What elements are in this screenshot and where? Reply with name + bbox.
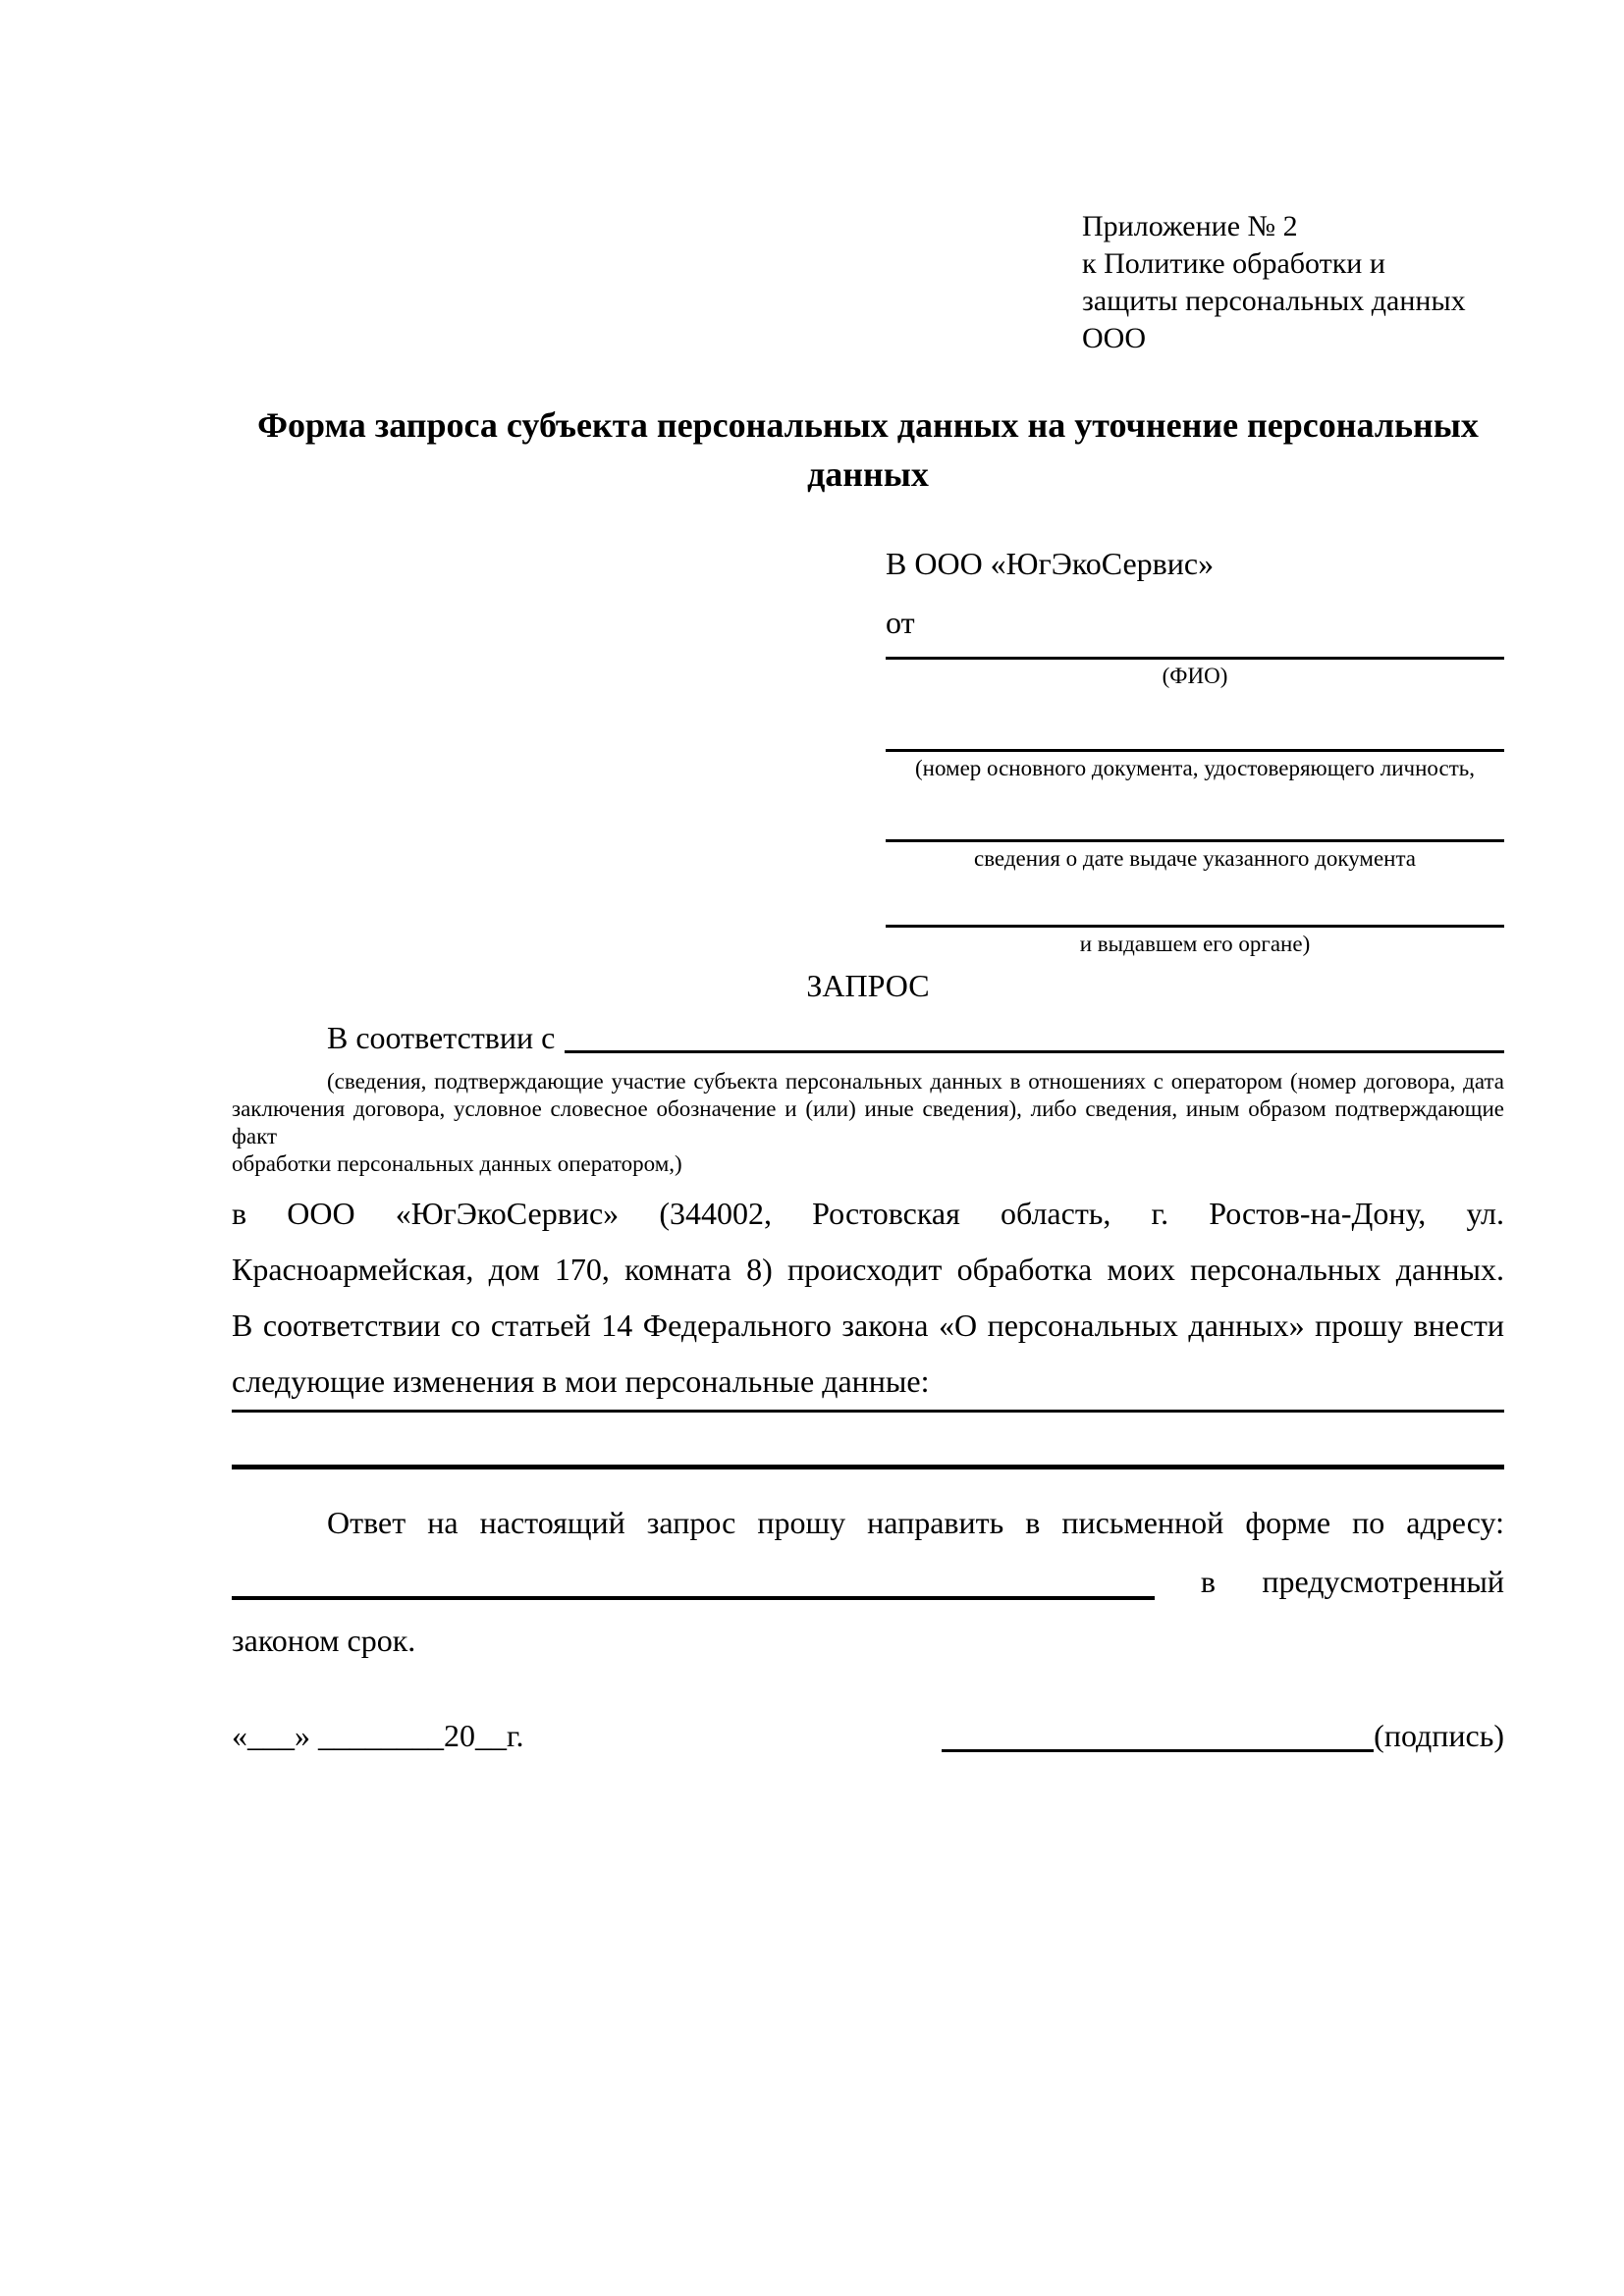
fine-print-line: (сведения, подтверждающие участие субъекта персональных данных в отношениях с оператором (номер договора, дата [327,1069,1504,1094]
reply-address-row [232,1552,1504,1611]
issuing-authority-blank-line[interactable] [886,912,1504,928]
issuing-authority-caption: и выдавшем его органе) [1079,932,1311,956]
changes-blank-line-1[interactable] [232,1410,1504,1413]
reply-word: предусмотренный [1262,1564,1504,1599]
date-signature-row [232,1713,1504,1758]
from-label: от [886,605,915,640]
accordance-blank-line[interactable] [565,1015,1504,1053]
appendix-line: ООО [1082,322,1146,354]
signature-caption: (подпись) [1374,1718,1504,1753]
body-line: В соответствии со статьей 14 Федерального закона «О персональных данных» прошу внести [232,1308,1504,1343]
issue-date-field [886,827,1504,873]
appendix-line: к Политике обработки и [1082,247,1385,280]
reply-line: законом срок. [232,1623,416,1658]
accordance-prefix: В соответствии с [327,1020,556,1055]
reply-line: Ответ на настоящий запрос прошу направить в письменной форме по адресу: [327,1505,1504,1540]
date-template: «___» ________20__г. [232,1718,524,1753]
issue-date-blank-line[interactable] [886,827,1504,842]
issue-date-caption: сведения о дате выдаче указанного документа [973,846,1417,871]
body-line: в ООО «ЮгЭкоСервис» (344002, Ростовская область, г. Ростов-на-Дону, ул. [232,1196,1504,1231]
accordance-row [232,1015,1504,1060]
fio-field [886,644,1504,690]
body-paragraph [232,1186,1504,1410]
signature-blank-line[interactable] [942,1749,1374,1752]
signature-area [942,1713,1504,1758]
document-number-field [886,736,1504,782]
addressee-organization: В ООО «ЮгЭкоСервис» [886,546,1215,581]
reply-paragraph [232,1493,1504,1670]
body-line: Красноармейская, дом 170, комната 8) происходит обработка моих персональных данных. [232,1252,1504,1287]
appendix-line: защиты персональных данных [1082,285,1466,317]
addressee-block [886,542,1504,958]
appendix-line: Приложение № 2 [1082,210,1298,242]
document-number-caption: (номер основного документа, удостоверяющего личность, [914,756,1475,780]
issuing-authority-field [886,912,1504,958]
changes-blank-line-2[interactable] [232,1465,1504,1469]
document-number-blank-line[interactable] [886,736,1504,752]
reply-word: в [1200,1564,1217,1599]
fine-print-line: заключения договора, условное словесное обозначение и (или) иные сведения), либо сведения, иным образом подтверждающие факт [232,1096,1504,1148]
fine-print-block [232,1068,1504,1178]
fio-caption: (ФИО) [1162,664,1228,688]
appendix-block [1082,208,1504,357]
address-blank-line[interactable] [232,1596,1155,1600]
document-title: Форма запроса субъекта персональных данных на уточнение персональных данных [257,405,1479,494]
fio-blank-line[interactable] [886,644,1504,660]
body-line: следующие изменения в мои персональные данные: [232,1363,930,1399]
fine-print-line: обработки персональных данных оператором,) [232,1151,682,1176]
request-heading: ЗАПРОС [806,968,930,1003]
